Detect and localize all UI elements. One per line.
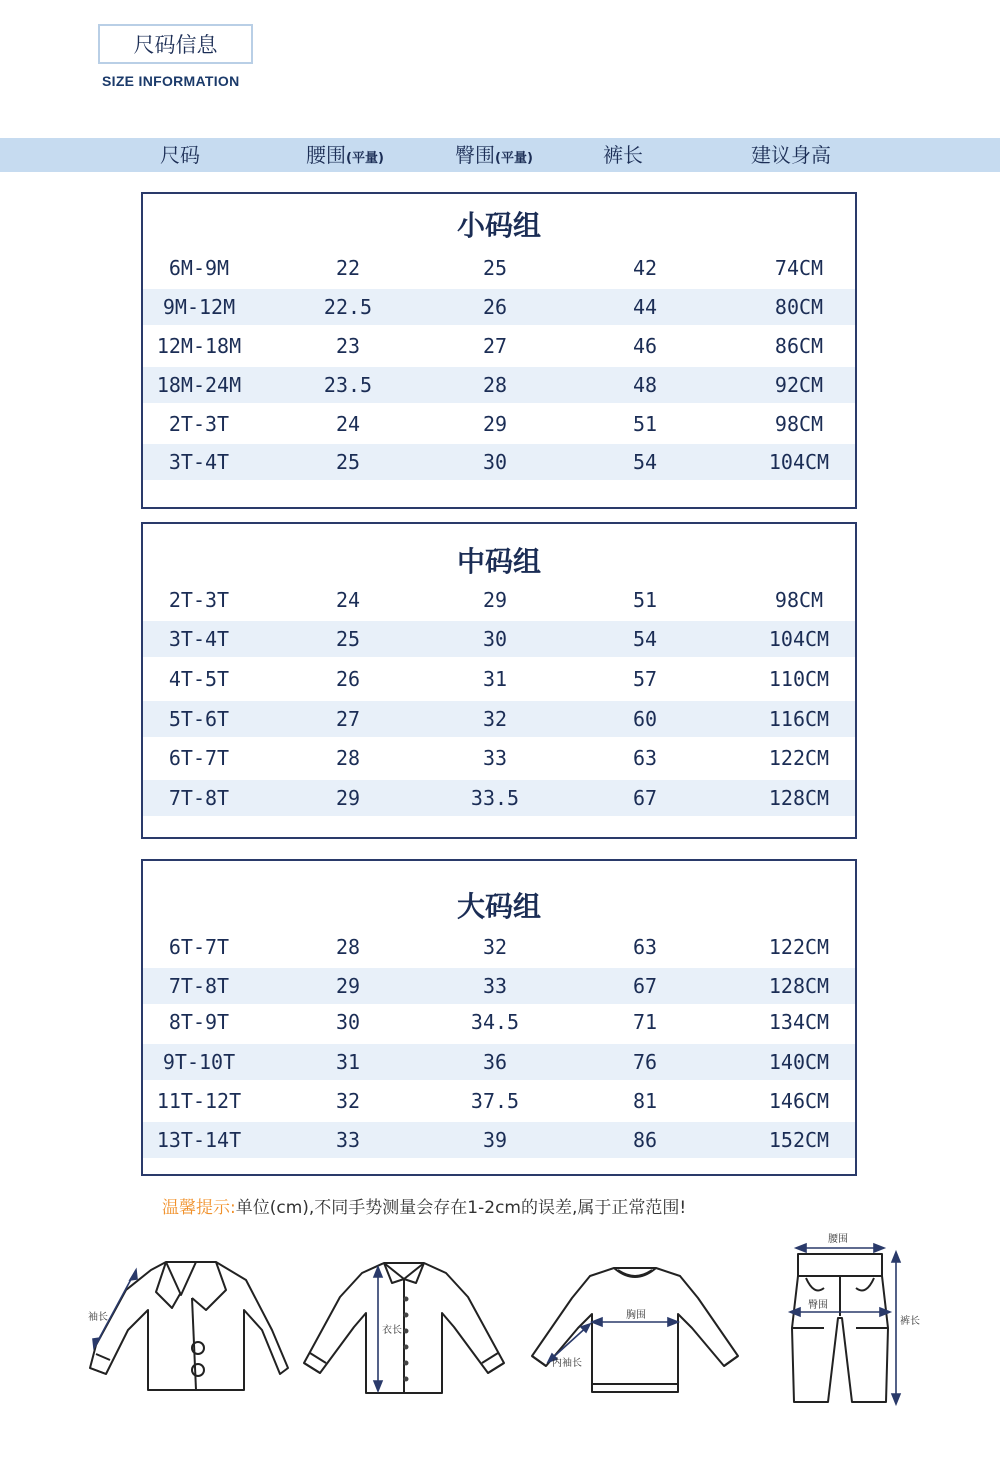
height-cell: 110CM — [768, 667, 830, 691]
height-cell: 128CM — [768, 974, 830, 998]
hip-cell: 28 — [482, 373, 508, 397]
size-cell: 12M-18M — [156, 334, 242, 358]
size-cell: 18M-24M — [156, 373, 242, 397]
table-row — [143, 740, 855, 776]
hip-cell: 30 — [482, 627, 508, 651]
col-waist — [306, 138, 384, 172]
table-row — [143, 406, 855, 442]
waist-cell: 33 — [335, 1128, 361, 1152]
waist-cell: 28 — [335, 935, 361, 959]
size-group-medium — [141, 522, 857, 839]
height-cell: 104CM — [768, 627, 830, 651]
col-hip-label: 臀围 — [455, 143, 495, 167]
height-cell: 122CM — [768, 746, 830, 770]
height-cell: 98CM — [774, 412, 824, 436]
length-cell: 42 — [632, 256, 658, 280]
waist-cell: 23.5 — [323, 373, 373, 397]
size-group-small — [141, 192, 857, 509]
length-cell: 67 — [632, 974, 658, 998]
waist-cell: 24 — [335, 588, 361, 612]
length-cell: 51 — [632, 588, 658, 612]
size-cell: 4T-5T — [168, 667, 230, 691]
hip-cell: 25 — [482, 256, 508, 280]
waist-cell: 29 — [335, 974, 361, 998]
hip-cell: 33 — [482, 746, 508, 770]
table-row — [143, 289, 855, 325]
height-cell: 98CM — [774, 588, 824, 612]
hip-cell: 34.5 — [470, 1010, 520, 1034]
sweater-illustration — [528, 1262, 742, 1402]
table-row — [143, 328, 855, 364]
height-cell: 80CM — [774, 295, 824, 319]
table-row — [143, 621, 855, 657]
jacket-illustration — [76, 1250, 292, 1400]
table-row — [143, 1083, 855, 1119]
waist-cell: 23 — [335, 334, 361, 358]
hip-cell: 30 — [482, 450, 508, 474]
group-title: 中码组 — [456, 545, 541, 578]
size-cell: 11T-12T — [156, 1089, 242, 1113]
col-waist-note: (平量) — [346, 151, 384, 166]
table-row — [143, 367, 855, 403]
size-cell: 5T-6T — [168, 707, 230, 731]
size-cell: 3T-4T — [168, 627, 230, 651]
table-row — [143, 250, 855, 286]
height-cell: 128CM — [768, 786, 830, 810]
size-cell: 6T-7T — [168, 935, 230, 959]
waist-cell: 27 — [335, 707, 361, 731]
hip-cell: 27 — [482, 334, 508, 358]
waist-cell: 22 — [335, 256, 361, 280]
length-cell: 57 — [632, 667, 658, 691]
hip-cell: 33.5 — [470, 786, 520, 810]
size-cell: 7T-8T — [168, 786, 230, 810]
length-cell: 81 — [632, 1089, 658, 1113]
length-cell: 54 — [632, 627, 658, 651]
pants-length-label: 裤长 — [900, 1316, 920, 1327]
tip-text: 单位(cm),不同手势测量会存在1-2cm的误差,属于正常范围! — [235, 1198, 687, 1218]
length-cell: 76 — [632, 1050, 658, 1074]
hip-cell: 37.5 — [470, 1089, 520, 1113]
col-length: 裤长 — [603, 143, 643, 167]
waist-cell: 31 — [335, 1050, 361, 1074]
waist-cell: 29 — [335, 786, 361, 810]
group-title: 小码组 — [456, 209, 541, 242]
length-cell: 86 — [632, 1128, 658, 1152]
hip-label: 臀围 — [808, 1300, 828, 1311]
section-title-box — [98, 24, 253, 64]
section-title: 尺码信息 — [133, 33, 218, 57]
waist-cell: 26 — [335, 667, 361, 691]
size-cell: 2T-3T — [168, 412, 230, 436]
size-cell: 3T-4T — [168, 450, 230, 474]
length-cell: 54 — [632, 450, 658, 474]
height-cell: 74CM — [774, 256, 824, 280]
height-cell: 122CM — [768, 935, 830, 959]
waist-cell: 25 — [335, 450, 361, 474]
inner-sleeve-label: 内袖长 — [552, 1358, 582, 1369]
table-row — [143, 1004, 855, 1040]
length-cell: 71 — [632, 1010, 658, 1034]
hip-cell: 26 — [482, 295, 508, 319]
waist-cell: 22.5 — [323, 295, 373, 319]
size-group-large — [141, 859, 857, 1176]
hip-cell: 39 — [482, 1128, 508, 1152]
column-header-band — [0, 138, 1000, 172]
pants-illustration — [784, 1228, 928, 1410]
table-row — [143, 661, 855, 697]
shirt-illustration — [302, 1255, 506, 1400]
table-row — [143, 780, 855, 816]
height-cell: 146CM — [768, 1089, 830, 1113]
hip-cell: 32 — [482, 707, 508, 731]
col-hip — [455, 138, 533, 172]
table-row — [143, 929, 855, 965]
height-cell: 140CM — [768, 1050, 830, 1074]
length-cell: 46 — [632, 334, 658, 358]
waist-label: 腰围 — [828, 1234, 848, 1245]
group-title: 大码组 — [456, 890, 541, 923]
hip-cell: 29 — [482, 588, 508, 612]
measurement-tip — [162, 1193, 686, 1218]
height-cell: 86CM — [774, 334, 824, 358]
tip-lead: 温馨提示: — [162, 1198, 236, 1218]
hip-cell: 29 — [482, 412, 508, 436]
size-cell: 13T-14T — [156, 1128, 242, 1152]
size-cell: 8T-9T — [168, 1010, 230, 1034]
length-cell: 63 — [632, 935, 658, 959]
hip-cell: 33 — [482, 974, 508, 998]
size-cell: 6M-9M — [168, 256, 230, 280]
section-subtitle: SIZE INFORMATION — [102, 73, 240, 89]
garment-length-label: 衣长 — [382, 1325, 402, 1336]
waist-cell: 32 — [335, 1089, 361, 1113]
hip-cell: 32 — [482, 935, 508, 959]
length-cell: 48 — [632, 373, 658, 397]
col-size: 尺码 — [160, 143, 200, 167]
waist-cell: 24 — [335, 412, 361, 436]
size-cell: 7T-8T — [168, 974, 230, 998]
table-row — [143, 701, 855, 737]
col-height: 建议身高 — [751, 143, 831, 167]
chest-label: 胸围 — [626, 1310, 646, 1321]
length-cell: 51 — [632, 412, 658, 436]
waist-cell: 30 — [335, 1010, 361, 1034]
col-hip-note: (平量) — [495, 151, 533, 166]
length-cell: 60 — [632, 707, 658, 731]
table-row — [143, 968, 855, 1004]
size-cell: 2T-3T — [168, 588, 230, 612]
table-row — [143, 582, 855, 618]
height-cell: 134CM — [768, 1010, 830, 1034]
table-row — [143, 1044, 855, 1080]
hip-cell: 36 — [482, 1050, 508, 1074]
size-cell: 6T-7T — [168, 746, 230, 770]
sleeve-label: 袖长 — [88, 1312, 108, 1323]
col-waist-label: 腰围 — [306, 143, 346, 167]
waist-cell: 28 — [335, 746, 361, 770]
table-row — [143, 444, 855, 480]
size-cell: 9T-10T — [162, 1050, 236, 1074]
height-cell: 152CM — [768, 1128, 830, 1152]
height-cell: 116CM — [768, 707, 830, 731]
height-cell: 92CM — [774, 373, 824, 397]
hip-cell: 31 — [482, 667, 508, 691]
length-cell: 44 — [632, 295, 658, 319]
waist-cell: 25 — [335, 627, 361, 651]
length-cell: 67 — [632, 786, 658, 810]
height-cell: 104CM — [768, 450, 830, 474]
table-row — [143, 1122, 855, 1158]
size-cell: 9M-12M — [162, 295, 236, 319]
length-cell: 63 — [632, 746, 658, 770]
